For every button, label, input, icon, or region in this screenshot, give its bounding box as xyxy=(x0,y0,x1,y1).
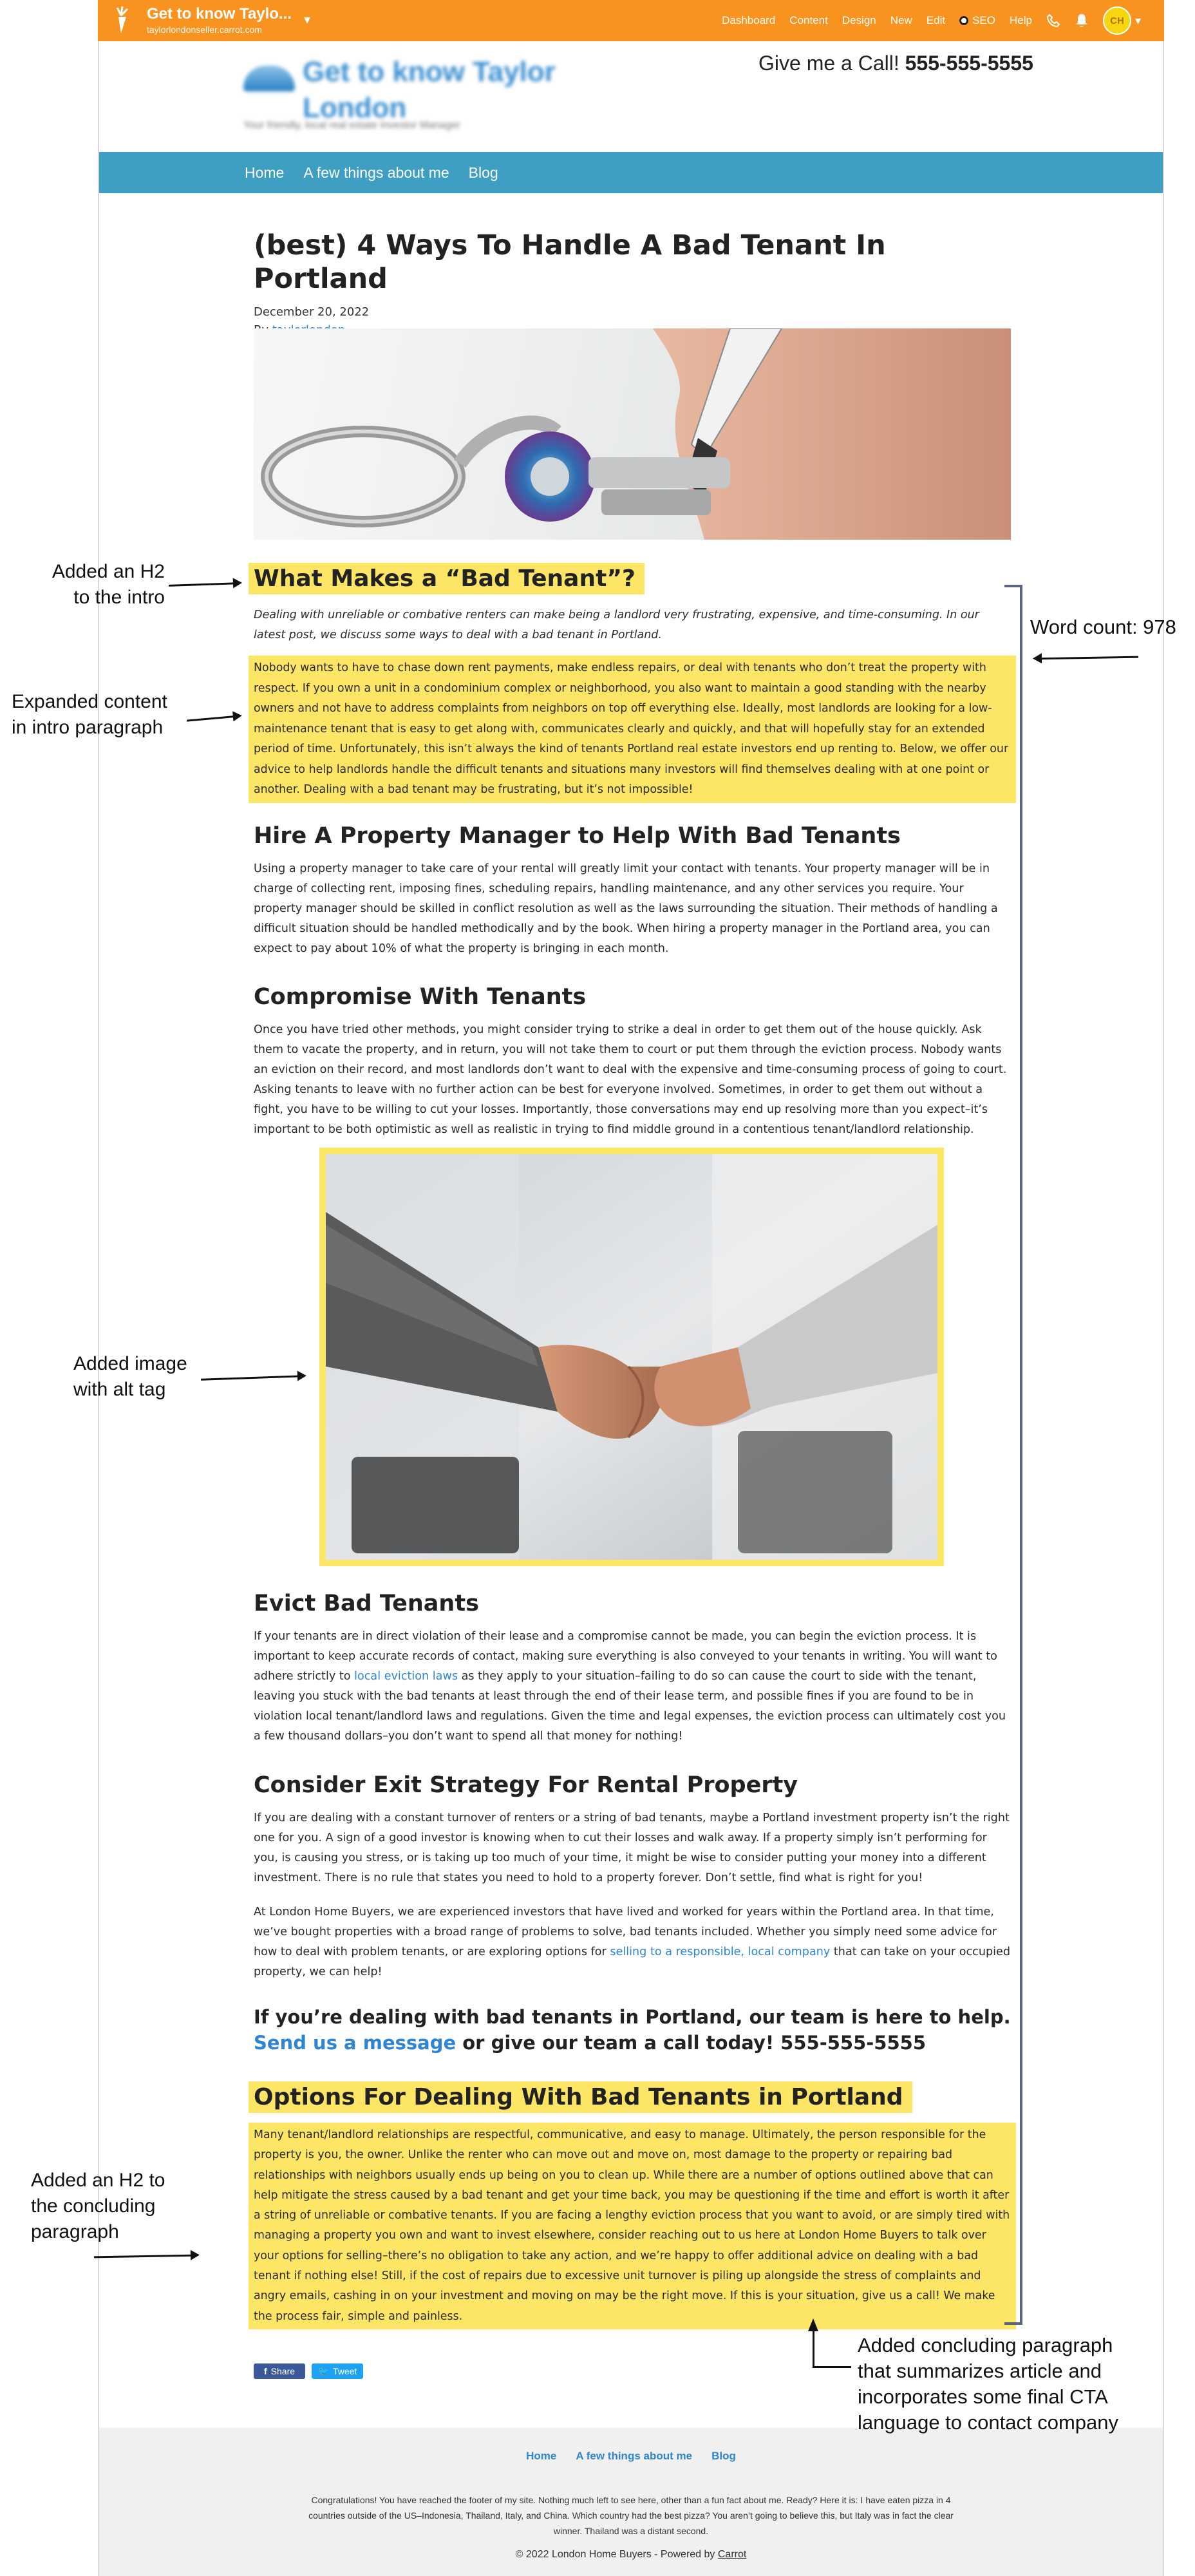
company-text-1: At London Home Buyers, we are experienced investors that have lived and worked for years within the Portland area. In that time, we’ve bought properties with a broad range of problems to solve, bad tenants included. Whether you simply need some advice for how to deal with problem tenants, or are exploring options for xyxy=(254,1906,997,1958)
handshake-illustration xyxy=(326,1154,937,1560)
site-name: Get to know Taylor London xyxy=(303,56,556,124)
company-paragraph xyxy=(254,1902,1011,1982)
nav-about[interactable]: A few things about me xyxy=(303,164,449,181)
footer xyxy=(99,2428,1163,2576)
facebook-share-button[interactable] xyxy=(254,2363,305,2379)
compromise-paragraph: Once you have tried other methods, you might consider trying to strike a deal in order to get them out of the house quickly. Ask them to vacate the property, and in return, you will not take them to court or put them through the eviction process. Nobody wants an eviction on their record, and most landlords don’t want to deal with the expensive and time-consuming process of going to court. Asking tenants to leave with no further action can be best for everyone involved. Sometimes, in order to get them out without a fight, you have to be willing to cut your losses. Importantly, those conversations may end up resolving more than you expect–it’s important to be both optimistic as well as realistic in trying to find middle ground in a contentious tenant/landlord relationship. xyxy=(254,1023,1007,1136)
tweet-label: Tweet xyxy=(333,2366,357,2376)
h2-property-manager: Hire A Property Manager to Help With Bad Tenants xyxy=(254,823,901,849)
options-paragraph: Many tenant/landlord relationships are respectful, communicative, and easy to manage. Ultimately, the person responsible for the property is you, the owner. Unlike the renter who can move out and move on, most damage to the property or repairing bad relationships with neighbors usually ends up being on you to clean up. While there are a number of options outlined above that can help mitigate the stress caused by a bad tenant and get your time back, you may be questioning if the time and effort is worth it after a string of unreliable or combative tenants. If you are facing a lengthy eviction process that you want to avoid, or are simply tired with managing a property you own and want to invest elsewhere, consider reaching out to us here at London Home Buyers to talk over your options for selling–there’s no obligation to take any action, and we’re happy to offer additional advice on dealing with a bad tenant if nothing else! Still, if the cost of repairs due to excessive unit turnover is piling up alongside the stress of complaints and angry emails, cashing in on your investment and moving on may be the right move. If this is your situation, give us a call! We make the process fair, simple and painless. xyxy=(249,2123,1016,2329)
annotation-h2-conclude: Added an H2 to the concluding paragraph xyxy=(31,2170,165,2242)
admin-menu-content[interactable]: Content xyxy=(789,14,828,26)
post-date: December 20, 2022 xyxy=(254,305,370,319)
footer-text: Congratulations! You have reached the footer of my site. Nothing much left to see here, other than a fun fact about me. Ready? Here it is: I have eaten pizza in 4 countries outside of the US–Indonesia, Thailand, Italy, and China. Which country had the best pizza? You aren’t going to believe this, but Italy was in fact the clear winner. Thailand was a distant second. xyxy=(308,2495,954,2536)
admin-menu-new[interactable]: New xyxy=(890,14,912,26)
call-prefix: Give me a Call! xyxy=(758,52,899,75)
evict-text-1: If your tenants are in direct violation of their lease and a compromise cannot be made, you can begin the eviction process. It is important to keep accurate records of contact, making sure everything is also conveyed to your tenants in writing. You will want to adhere strictly to xyxy=(254,1630,997,1683)
h2-intro: What Makes a “Bad Tenant”? xyxy=(249,563,645,594)
annotation-concluding: Added concluding paragraph that summarizes article and incorporates some final CTA language to contact company xyxy=(858,2334,1118,2434)
avatar-chevron-down-icon[interactable]: ▾ xyxy=(1134,14,1141,27)
evict-paragraph xyxy=(254,1627,1011,1747)
site-tagline: Your friendly, local real estate Investor Manager xyxy=(243,120,461,131)
seo-status-icon xyxy=(959,16,968,25)
phone-number[interactable]: 555-555-5555 xyxy=(905,52,1033,75)
cta-text-1: If you’re dealing with bad tenants in Portland, our team is here to help. xyxy=(254,2006,1011,2028)
carrot-logo-icon[interactable] xyxy=(109,6,133,35)
handshake-image xyxy=(319,1148,944,1566)
admin-menu-edit[interactable]: Edit xyxy=(926,14,946,26)
admin-site-url[interactable]: taylorlondonseller.carrot.com xyxy=(147,24,262,35)
arrow-concluding-line-icon xyxy=(813,2331,814,2367)
admin-menu-seo-label: SEO xyxy=(972,14,995,26)
hero-image-keys xyxy=(254,328,1011,540)
phone-icon[interactable] xyxy=(1046,14,1060,28)
article xyxy=(254,229,1011,339)
facebook-icon: f xyxy=(263,2366,267,2376)
h2-exit-strategy: Consider Exit Strategy For Rental Property xyxy=(254,1772,798,1798)
evict-text-2: as they apply to your situation–failing to do so can cause the court to side with the tenant, leaving you stuck with the bad tenants at least through the end of their lease term, and possible fines if you are found to be in violation local tenant/landlord laws and regulations. Given the time and legal expenses, the eviction process can ultimately cost you a few thousand dollars–you don’t want to spend all that money for nothing! xyxy=(254,1670,1006,1743)
footer-link-about[interactable]: A few things about me xyxy=(576,2450,693,2462)
cta-text-2: or give our team a call today! 555-555-5555 xyxy=(462,2032,927,2054)
nav-blog[interactable]: Blog xyxy=(468,164,498,181)
selling-link[interactable]: selling to a responsible, local company xyxy=(610,1946,831,1958)
site-logo[interactable] xyxy=(243,54,565,138)
local-eviction-laws-link[interactable]: local eviction laws xyxy=(354,1670,458,1683)
avatar[interactable]: CH xyxy=(1103,6,1131,35)
bell-icon[interactable] xyxy=(1075,13,1089,28)
company-text-2: that can take on your occupied property, we can help! xyxy=(254,1946,1011,1978)
post-title: (best) 4 Ways To Handle A Bad Tenant In Portland xyxy=(254,229,886,295)
house-logo-icon xyxy=(243,66,295,91)
admin-menu-design[interactable]: Design xyxy=(842,14,876,26)
cta-heading xyxy=(254,2004,1011,2056)
chevron-down-icon[interactable]: ▾ xyxy=(304,13,311,27)
admin-menu-seo[interactable] xyxy=(959,14,995,27)
annotation-h2-intro: Added an H2 to the intro xyxy=(52,561,165,608)
admin-menu xyxy=(722,0,1141,41)
send-message-link[interactable]: Send us a message xyxy=(254,2032,456,2054)
footer-copyright xyxy=(99,2549,1163,2561)
copyright-text: © 2022 London Home Buyers - Powered by xyxy=(515,2549,715,2560)
pm-paragraph: Using a property manager to take care of your rental will greatly limit your contact with tenants. Your property manager will be in charge of collecting rent, imposing fines, scheduling repairs, handling maintenance, and any other services you require. Your property manager should be skilled in conflict resolution as well as the laws surrounding the situation. Their methods of handling a difficult situation should be handled methodically and by the book. When hiring a property manager in the Portland area, you can expect to pay about 10% of what the property is bringing in each month. xyxy=(254,862,998,955)
exit-paragraph: If you are dealing with a constant turnover of renters or a string of bad tenants, maybe a Portland investment property isn’t the right one for you. A sign of a good investor is knowing when to cut their losses and walk away. If a property simply isn’t performing for you, is causing you stress, or is taking up too much of your time, it might be wise to consider putting your money into a different investment. There is no rule that states you need to hold to a property forever. Don’t settle, find what is right for you! xyxy=(254,1812,1010,1884)
admin-menu-help[interactable]: Help xyxy=(1009,14,1032,26)
annotation-expanded: Expanded content in intro paragraph xyxy=(12,691,167,738)
intro-paragraph: Nobody wants to have to chase down rent payments, make endless repairs, or deal with tenants who don’t treat the property with respect. If you own a unit in a condominium complex or neighborhood, you also want to maintain a good standing with the nearby owners and not have to address complaints from neighbors on top off everything else. Ideally, most landlords are looking for a low-maintenance tenant that is easy to get along with, communicates clearly and quickly, and that will hopefully stay for an extended period of time. Unfortunately, this isn’t always the kind of tenants Portland real estate investors end up renting to. Below, we offer our advice to help landlords handle the difficult tenants and situations many investors will find themselves dealing with at one point or another. Dealing with a bad tenant may be frustrating, but it’s not impossible! xyxy=(249,656,1016,803)
footer-link-home[interactable]: Home xyxy=(526,2450,557,2462)
arrow-concluding-base-icon xyxy=(813,2366,851,2368)
content-bracket xyxy=(1004,585,1022,2325)
admin-menu-dashboard[interactable]: Dashboard xyxy=(722,14,776,26)
main-nav xyxy=(99,152,1163,193)
h2-evict: Evict Bad Tenants xyxy=(254,1591,479,1616)
twitter-icon: 🐦 xyxy=(317,2365,330,2376)
annotation-image: Added image with alt tag xyxy=(73,1353,187,1400)
carrot-link[interactable]: Carrot xyxy=(717,2549,747,2560)
annotation-word-count: Word count: 978 xyxy=(1030,616,1176,638)
footer-links xyxy=(99,2450,1163,2463)
intro-italic: Dealing with unreliable or combative renters can make being a landlord very frustrating, expensive, and time-consuming. In our latest post, we discuss some ways to deal with a bad tenant in Portland. xyxy=(254,609,979,641)
footer-link-blog[interactable]: Blog xyxy=(711,2450,736,2462)
tweet-button[interactable] xyxy=(312,2363,363,2379)
keys-illustration xyxy=(254,328,1011,540)
admin-site-title[interactable]: Get to know Taylo... xyxy=(147,5,292,23)
h2-options: Options For Dealing With Bad Tenants in Portland xyxy=(249,2081,912,2113)
call-cta[interactable] xyxy=(758,52,1033,75)
arrow-concluding-head-icon xyxy=(808,2318,818,2331)
nav-home[interactable]: Home xyxy=(245,164,285,181)
admin-bar xyxy=(98,0,1164,41)
h2-compromise: Compromise With Tenants xyxy=(254,984,587,1010)
share-label: Share xyxy=(270,2366,296,2376)
